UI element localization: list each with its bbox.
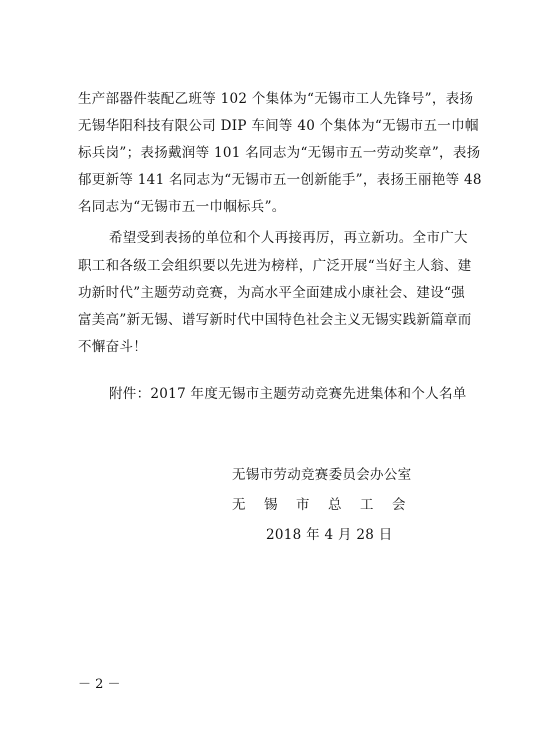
body-line-1: 生产部器件装配乙班等 102 个集体为“无锡市工人先锋号”，表扬 [78,91,474,107]
body-line-8: 功新时代”主题劳动竞赛，为高水平全面建成小康社会、建设“强 [78,285,466,301]
page-number: － 2 － [78,677,121,692]
signature-org-competition-office: 无锡市劳动竞赛委员会办公室 [232,467,412,483]
body-line-2: 无锡华阳科技有限公司 DIP 车间等 40 个集体为“无锡市五一巾帼 [78,118,479,134]
body-line-7: 职工和各级工会组织要以先进为榜样，广泛开展“当好主人翁、建 [78,258,472,274]
body-line-10: 不懈奋斗！ [78,339,147,355]
attachment-line: 附件：2017 年度无锡市主题劳动竞赛先进集体和个人名单 [109,386,467,402]
body-line-5: 名同志为“无锡市五一巾帼标兵”。 [78,199,286,215]
signature-date: 2018 年 4 月 28 日 [266,527,393,543]
body-line-4: 郁更新等 141 名同志为“无锡市五一创新能手”，表扬王丽艳等 48 [78,172,482,188]
body-line-9: 富美高”新无锡、谱写新时代中国特色社会主义无锡实践新篇章而 [78,312,472,328]
signature-org-trade-union: 无锡市总工会 [232,497,424,513]
body-line-3: 标兵岗”；表扬戴润等 101 名同志为“无锡市五一劳动奖章”，表扬 [78,145,481,161]
body-line-6: 希望受到表扬的单位和个人再接再厉，再立新功。全市广大 [109,230,468,246]
